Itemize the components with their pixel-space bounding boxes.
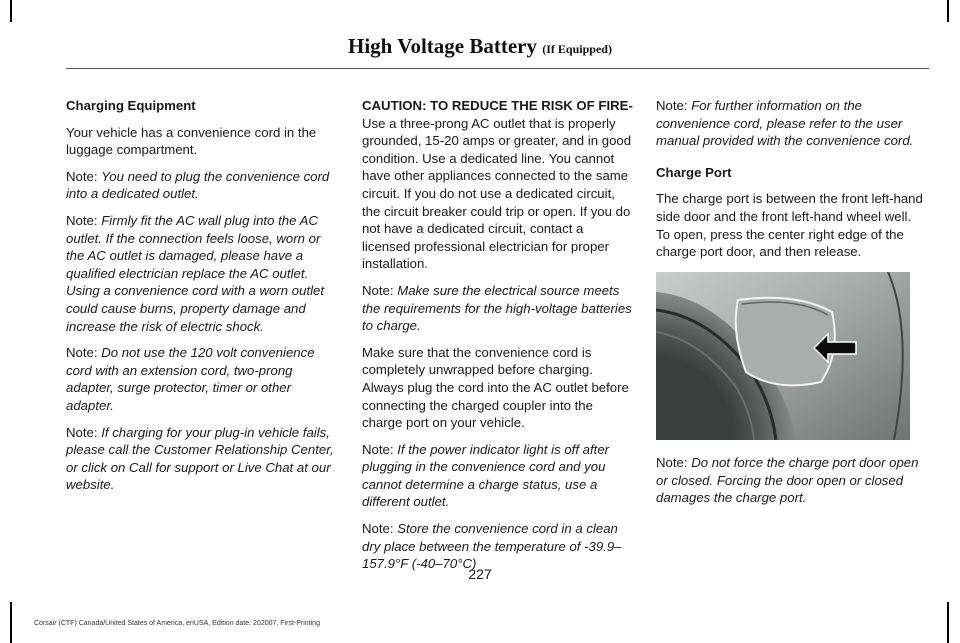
note-text: Make sure the electrical source meets the requirements for the high-voltage batteries to charge. — [362, 282, 632, 334]
note-label: Note: — [656, 455, 688, 470]
note-text: Store the convenience cord in a clean dry place between the temperature of -39.9–157.9°F (-40–70°C) — [362, 521, 622, 572]
note-label: Note: — [66, 345, 98, 361]
note-label: Note: — [362, 441, 394, 457]
note-paragraph — [362, 520, 634, 573]
note-paragraph — [66, 168, 338, 203]
charge-port-image — [656, 272, 910, 440]
note-text: If charging for your plug-in vehicle fails, please call the Customer Relationship Center, or click on Call for support or Live Chat at our website. — [66, 424, 334, 493]
body-paragraph: The charge port is between the front left-hand side door and the front left-hand wheel well. To open, press the center right edge of the charge port door, and then release. — [656, 191, 923, 260]
note-label: Note: — [362, 282, 394, 298]
note-label: Note: — [66, 424, 98, 440]
crop-mark-bottom-left — [10, 602, 12, 643]
note-paragraph — [362, 282, 634, 335]
crop-mark-top-left — [10, 0, 12, 22]
crop-mark-top-right — [947, 0, 949, 22]
intro-paragraph: Your vehicle has a convenience cord in the luggage compartment. — [66, 124, 317, 158]
note-label: Note: — [66, 168, 98, 184]
column-3 — [656, 97, 928, 270]
note-paragraph — [656, 97, 928, 150]
charging-equipment-heading: Charging Equipment — [66, 98, 196, 113]
note-text: Do not force the charge port door open or closed. Forcing the door open or closed damages the charge port. — [656, 455, 919, 506]
note-text: If the power indicator light is off after plugging in the convenience cord and you cannot determine a charge status, use a different outlet. — [362, 441, 610, 510]
footer-text: Corsair (CTF) Canada/United States of America, enUSA, Edition date: 202007, First-Printing — [34, 620, 320, 627]
note-label: Note: — [362, 521, 394, 537]
crop-mark-bottom-right — [947, 602, 949, 643]
charge-port-illustration — [656, 272, 910, 440]
header-rule — [66, 68, 929, 69]
charge-port-heading: Charge Port — [656, 164, 732, 180]
header-title: High Voltage Battery — [348, 34, 538, 58]
page-header — [0, 34, 960, 59]
column-3-bottom — [656, 454, 928, 516]
note-paragraph — [656, 454, 928, 507]
note-paragraph — [66, 424, 338, 494]
note-text: Do not use the 120 volt convenience cord with an extension cord, two-prong adapter, surge protector, timer or other adapter. — [66, 345, 315, 413]
page-number: 227 — [468, 566, 492, 582]
note-label: Note: — [66, 212, 98, 228]
header-subtitle: (If Equipped) — [542, 42, 612, 56]
note-label: Note: — [656, 98, 688, 113]
note-text: You need to plug the convenience cord into a dedicated outlet. — [66, 168, 330, 202]
column-1 — [66, 97, 338, 503]
note-paragraph — [66, 212, 338, 335]
note-paragraph — [362, 441, 634, 511]
note-paragraph — [66, 344, 338, 414]
note-text: Firmly fit the AC wall plug into the AC outlet. If the connection feels loose, worn or the AC outlet is damaged, please have a qualified electrician replace the AC outlet. Using a convenience cord with a worn outlet could cause burns, property damage and increase the risk of electric shock. — [66, 212, 325, 334]
column-2 — [362, 97, 634, 582]
body-paragraph: Make sure that the convenience cord is completely unwrapped before charging. Always plug the cord into the AC outlet before connecting the charged coupler into the charge port on your vehicle. — [362, 344, 629, 431]
caution-heading: CAUTION: TO REDUCE THE RISK OF FIRE- — [362, 98, 633, 113]
caution-text: Use a three-prong AC outlet that is properly grounded, 15-20 amps or greater, and in good condition. Use a dedicated line. You cannot have other appliances connected to the same circuit. If you do not use a dedicated circuit, the circuit breaker could trip or open. If you do not have a dedicated circuit, contact a licensed professional electrician for proper installation. — [362, 115, 632, 272]
note-text: For further information on the convenience cord, please refer to the user manual provided with the convenience cord. — [656, 98, 914, 149]
caution-block — [362, 97, 634, 273]
